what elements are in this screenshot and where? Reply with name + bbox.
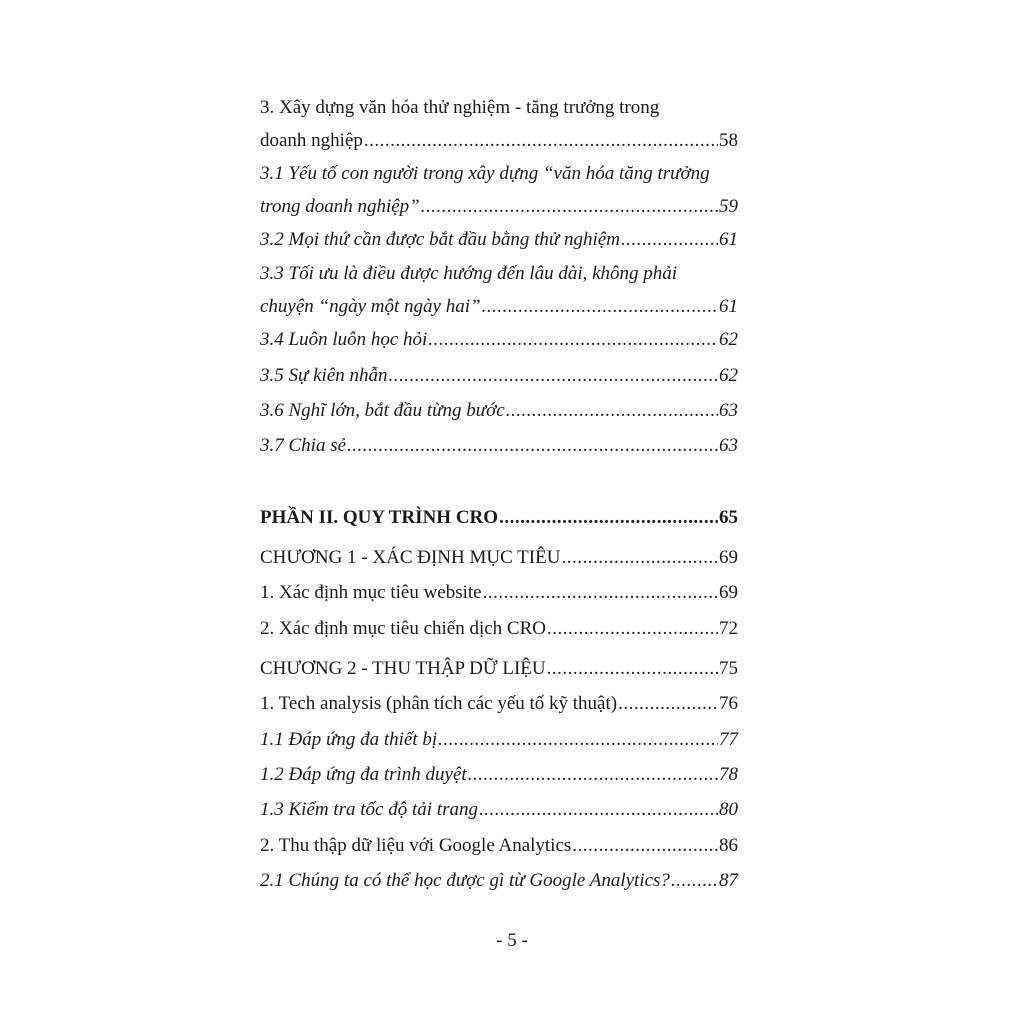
dot-leader: [364, 124, 718, 157]
toc-entry-page: 78: [719, 764, 738, 785]
dot-leader: [389, 359, 718, 392]
toc-entry: [260, 687, 738, 720]
dot-leader: [561, 541, 718, 574]
toc-part-heading: [260, 501, 738, 534]
toc-entry-title: 3.6 Nghĩ lớn, bắt đầu từng bước: [260, 400, 505, 421]
dot-leader: [547, 612, 718, 645]
toc-chapter-heading: [260, 652, 738, 685]
toc-entry-page: 63: [719, 400, 738, 421]
toc-entry-title: 2.1 Chúng ta có thể học được gì từ Google Analytics?: [260, 870, 670, 891]
toc-entry-page: 69: [719, 582, 738, 603]
toc-entry-title-line1: 3.1 Yếu tố con người trong xây dựng “văn hóa tăng trưởng: [260, 163, 710, 184]
toc-entry: [260, 223, 738, 256]
toc-entry-page: 63: [719, 435, 738, 456]
toc-entry-page: 69: [719, 547, 738, 568]
toc-entry-title: trong doanh nghiệp”: [260, 196, 420, 217]
toc-entry-title: 3.5 Sự kiên nhẫn: [260, 365, 388, 386]
toc-entry: [260, 793, 738, 826]
toc-entry-page: 76: [719, 693, 738, 714]
toc-entry-title: 2. Thu thập dữ liệu với Google Analytics: [260, 835, 572, 856]
toc-entry: [260, 323, 738, 356]
toc-entry-title: 3.4 Luôn luôn học hỏi: [260, 329, 428, 350]
toc-entry-title-line1: 3.3 Tối ưu là điều được hướng đến lâu dài, không phải: [260, 263, 678, 284]
toc-entry-page: 61: [719, 229, 738, 250]
toc-entry-page: 62: [719, 365, 738, 386]
toc-entry: [260, 758, 738, 791]
toc-entry: [260, 157, 738, 223]
toc-entry-title-line1: 3. Xây dựng văn hóa thử nghiệm - tăng trưởng trong: [260, 97, 660, 118]
toc-entry-title: 1.3 Kiểm tra tốc độ tải trang: [260, 799, 478, 820]
toc-entry-title: 1. Tech analysis (phân tích các yếu tố kỹ thuật): [260, 693, 618, 714]
toc-entry-page: 80: [719, 799, 738, 820]
toc-entry: [260, 723, 738, 756]
toc-entry: [260, 257, 738, 323]
toc-entry-title: 3.7 Chia sẻ: [260, 435, 347, 456]
toc-entry-page: 61: [719, 296, 738, 317]
toc-entry: [260, 576, 738, 609]
toc-entry: [260, 829, 738, 862]
toc-entry: [260, 359, 738, 392]
toc-entry: [260, 612, 738, 645]
dot-leader: [428, 323, 718, 356]
dot-leader: [421, 190, 718, 223]
dot-leader: [572, 829, 718, 862]
page-number: - 5 -: [496, 930, 528, 951]
dot-leader: [347, 429, 718, 462]
toc-entry-title: chuyện “ngày một ngày hai”: [260, 296, 481, 317]
toc-chapter-heading: [260, 541, 738, 574]
toc-entry: [260, 864, 738, 897]
toc-entry-title: doanh nghiệp: [260, 130, 363, 151]
toc-entry-title: 2. Xác định mục tiêu chiến dịch CRO: [260, 618, 546, 639]
toc-entry: [260, 394, 738, 427]
dot-leader: [438, 723, 718, 756]
toc-entry-title: 1. Xác định mục tiêu website: [260, 582, 482, 603]
toc-entry-title: 1.2 Đáp ứng đa trình duyệt: [260, 764, 467, 785]
toc-entry-title: PHẦN II. QUY TRÌNH CRO: [260, 507, 499, 528]
toc-entry-page: 72: [719, 618, 738, 639]
dot-leader: [482, 290, 718, 323]
dot-leader: [483, 576, 718, 609]
dot-leader: [506, 394, 718, 427]
toc-entry-page: 86: [719, 835, 738, 856]
toc-entry-title: 3.2 Mọi thứ cần được bắt đầu bằng thử nghiệm: [260, 229, 620, 250]
dot-leader: [499, 501, 718, 534]
dot-leader: [547, 652, 718, 685]
toc-entry: [260, 429, 738, 462]
toc-entry-page: 58: [719, 130, 738, 151]
toc-entry: [260, 91, 738, 157]
toc-entry-page: 87: [719, 870, 738, 891]
toc-entry-title: CHƯƠNG 1 - XÁC ĐỊNH MỤC TIÊU: [260, 547, 561, 568]
dot-leader: [621, 223, 718, 256]
toc-entry-page: 65: [719, 507, 738, 528]
toc-entry-page: 77: [719, 729, 738, 750]
toc-entry-title: 1.1 Đáp ứng đa thiết bị: [260, 729, 438, 750]
toc-entry-page: 59: [719, 196, 738, 217]
dot-leader: [618, 687, 718, 720]
toc-entry-page: 62: [719, 329, 738, 350]
dot-leader: [479, 793, 718, 826]
dot-leader: [468, 758, 718, 791]
toc-entry-title: CHƯƠNG 2 - THU THẬP DỮ LIỆU: [260, 658, 546, 679]
dot-leader: [671, 864, 718, 897]
toc-entry-page: 75: [719, 658, 738, 679]
